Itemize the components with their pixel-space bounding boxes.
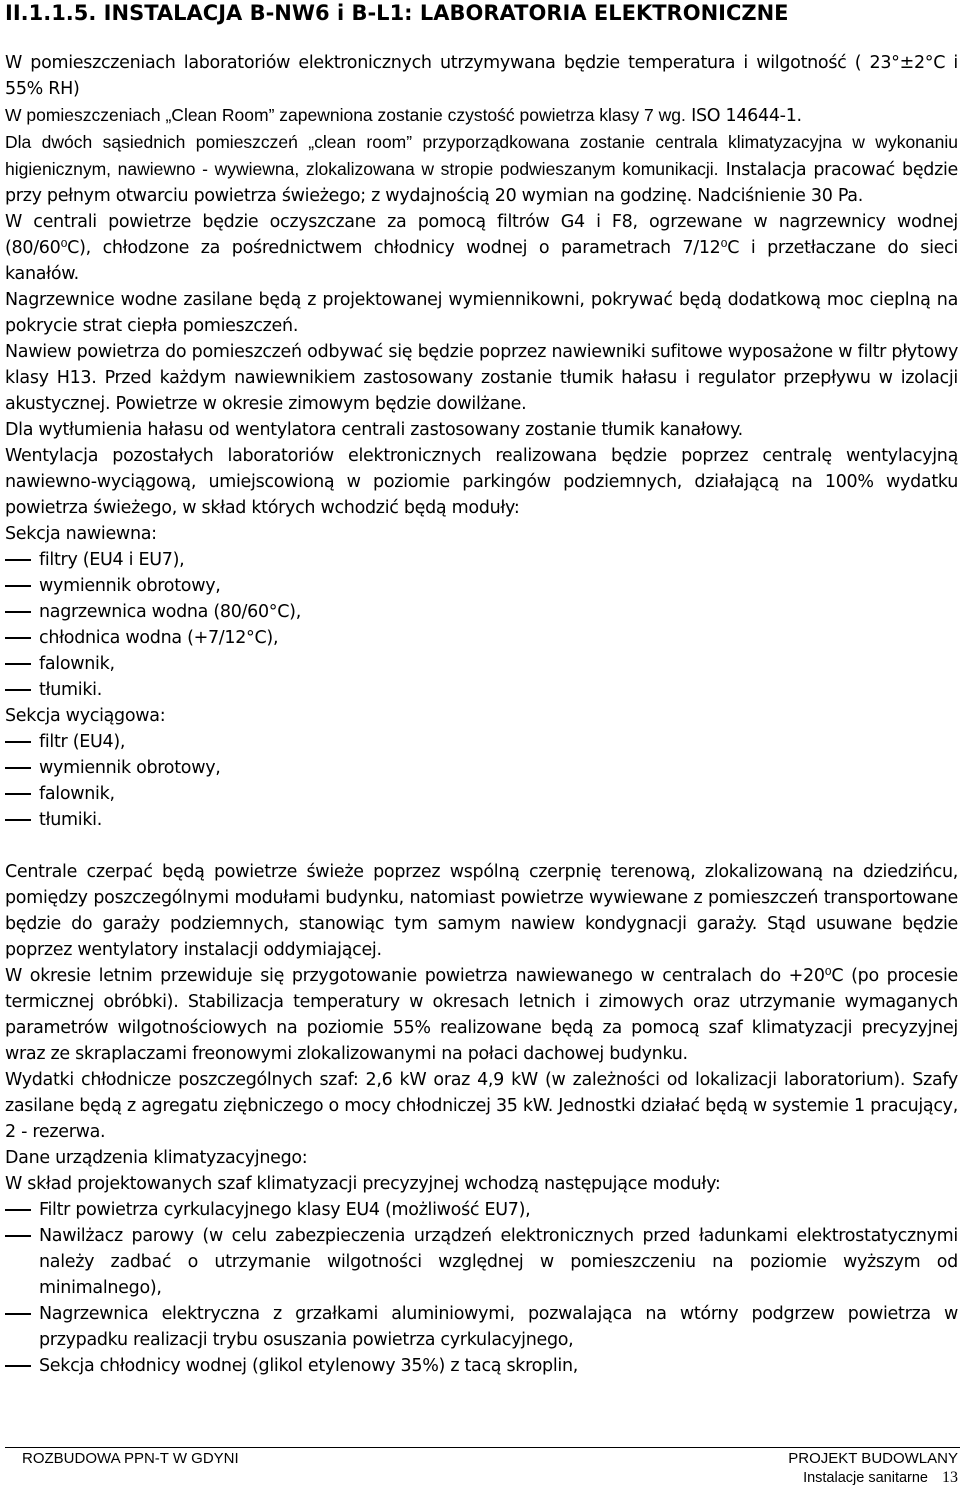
dash-list (5, 547, 958, 703)
paragraph-text: Dla dwóch sąsiednich pomieszczeń „clean room” przyporządkowana zostanie centrala klimatyzacyjna w wykonaniu higienicznym, nawiewno - wywiewna, zlokalizowana w stropie podwieszanym komunikacji. (5, 132, 958, 179)
paragraph: W skład projektowanych szaf klimatyzacji precyzyjnej wchodzą następujące moduły: (5, 1174, 721, 1194)
paragraph: Nawiew powietrza do pomieszczeń odbywać się będzie poprzez nawiewniki sufitowe wyposażone w filtr płytowy klasy H13. Przed każdym nawiewnikiem zastosowany zostanie tłumik hałasu i regulator przepływu w izolacji akustycznej. Powietrze w okresie zimowym będzie dowilżane. (5, 342, 958, 414)
list-item: Filtr powietrza cyrkulacyjnego klasy EU4 (możliwość EU7), (5, 1197, 958, 1223)
dash-bullet (5, 599, 39, 625)
list-item: filtr (EU4), (5, 729, 958, 755)
dash-bullet (5, 677, 39, 703)
dash-bullet (5, 1197, 39, 1223)
list-item: wymiennik obrotowy, (5, 755, 958, 781)
list-item: tłumiki. (5, 807, 958, 833)
page-number: 13 (942, 1469, 958, 1486)
paragraph: Wentylacja pozostałych laboratoriów elektronicznych realizowana będzie poprzez centralę wentylacyjną nawiewno-wyciągową, umiejscowioną w poziomie parkingów podziemnych, działającą na 100% wydatku powietrza świeżego, w skład których wchodzić będą moduły: (5, 446, 958, 518)
dash-bullet (5, 781, 39, 807)
paragraph (5, 102, 958, 129)
dash-bullet (5, 729, 39, 755)
paragraph-text: W pomieszczeniach „Clean Room” zapewniona zostanie czystość powietrza klasy 7 wg. (5, 105, 686, 125)
dash-bullet (5, 625, 39, 651)
dash-list (5, 1197, 958, 1379)
paragraph (5, 129, 958, 209)
paragraph: W okresie letnim przewiduje się przygotowanie powietrza nawiewanego w centralach do +20⁰C (po procesie termicznej obróbki). Stabilizacja temperatury w okresach letnich i zimowych oraz utrzymanie wymaganych parametrów wilgotnościowych na poziomie 55% realizowane będą za pomocą szaf klimatyzacji precyzyjnej wraz ze skraplaczami freonowymi zlokalizowanymi na połaci dachowej budynku. (5, 966, 958, 1064)
footer-section-name: Instalacje sanitarne (803, 1470, 928, 1486)
document-body (5, 50, 958, 1379)
supply-section-title: Sekcja nawiewna: (5, 524, 157, 544)
list-item: Nagrzewnica elektryczna z grzałkami aluminiowymi, pozwalająca na wtórny podgrzew powietrza w przypadku realizacji trybu osuszania powietrza cyrkulacyjnego, (5, 1301, 958, 1353)
list-item: wymiennik obrotowy, (5, 573, 958, 599)
paragraph-text: Instalacja pracować będzie przy pełnym otwarciu powietrza świeżego; z wydajnością 20 wymian na godzinę. Nadciśnienie 30 Pa. (5, 160, 959, 206)
footer-section (803, 1469, 958, 1487)
dash-bullet (5, 651, 39, 677)
list-item: nagrzewnica wodna (80/60°C), (5, 599, 958, 625)
list-item: chłodnica wodna (+7/12°C), (5, 625, 958, 651)
paragraph: Nagrzewnice wodne zasilane będą z projektowanej wymiennikowni, pokrywać będą dodatkową moc cieplną na pokrycie strat ciepła pomieszczeń. (5, 290, 958, 336)
paragraph-text: ISO 14644-1. (685, 106, 802, 126)
paragraph: Dla wytłumienia hałasu od wentylatora centrali zastosowany zostanie tłumik kanałowy. (5, 420, 743, 440)
list-item: falownik, (5, 651, 958, 677)
dash-bullet (5, 1223, 39, 1301)
exhaust-section-title: Sekcja wyciągowa: (5, 706, 166, 726)
footer-rule (5, 1447, 960, 1448)
list-item: Sekcja chłodnicy wodnej (glikol etylenowy 35%) z tacą skroplin, (5, 1353, 958, 1379)
dash-list (5, 729, 958, 833)
list-item: falownik, (5, 781, 958, 807)
dash-bullet (5, 547, 39, 573)
dash-bullet (5, 807, 39, 833)
list-item: filtry (EU4 i EU7), (5, 547, 958, 573)
dash-bullet (5, 1353, 39, 1379)
blank-line (5, 833, 958, 859)
dash-bullet (5, 573, 39, 599)
footer-project-name: ROZBUDOWA PPN-T W GDYNI (22, 1450, 239, 1467)
list-item: tłumiki. (5, 677, 958, 703)
paragraph: Wydatki chłodnicze poszczególnych szaf: 2,6 kW oraz 4,9 kW (w zależności od lokalizacji laboratorium). Szafy zasilane będą z agregatu ziębniczego o mocy chłodniczej 35 kW. Jednostki działać będą w systemie 1 pracujący, 2 - rezerwa. (5, 1070, 958, 1142)
footer-document-type: PROJEKT BUDOWLANY (788, 1450, 958, 1467)
section-heading: II.1.1.5. INSTALACJA B-NW6 i B-L1: LABORATORIA ELEKTRONICZNE (5, 1, 789, 25)
list-item: Nawilżacz parowy (w celu zabezpieczenia urządzeń elektronicznych przed ładunkami elektrostatycznymi należy zadbać o utrzymanie wilgotności względnej w pomieszczeniu na poziomie wyższym od minimalnego), (5, 1223, 958, 1301)
dash-bullet (5, 755, 39, 781)
dash-bullet (5, 1301, 39, 1353)
paragraph: Centrale czerpać będą powietrze świeże poprzez wspólną czerpnię terenową, zlokalizowaną na dziedzińcu, pomiędzy poszczególnymi modułami budynku, natomiast powietrze wywiewane z pomieszczeń transportowane będzie do garaży podziemnych, stanowiąc tym samym nawiew kondygnacji garaży. Stąd usuwane będzie poprzez wentylatory instalacji oddymiającej. (5, 862, 958, 960)
paragraph: W centrali powietrze będzie oczyszczane za pomocą filtrów G4 i F8, ogrzewane w nagrzewnicy wodnej (80/60⁰C), chłodzone za pośrednictwem chłodnicy wodnej o parametrach 7/12⁰C i przetłaczane do sieci kanałów. (5, 212, 958, 284)
paragraph: Dane urządzenia klimatyzacyjnego: (5, 1148, 308, 1168)
paragraph: W pomieszczeniach laboratoriów elektronicznych utrzymywana będzie temperatura i wilgotność ( 23°±2°C i 55% RH) (5, 53, 958, 99)
